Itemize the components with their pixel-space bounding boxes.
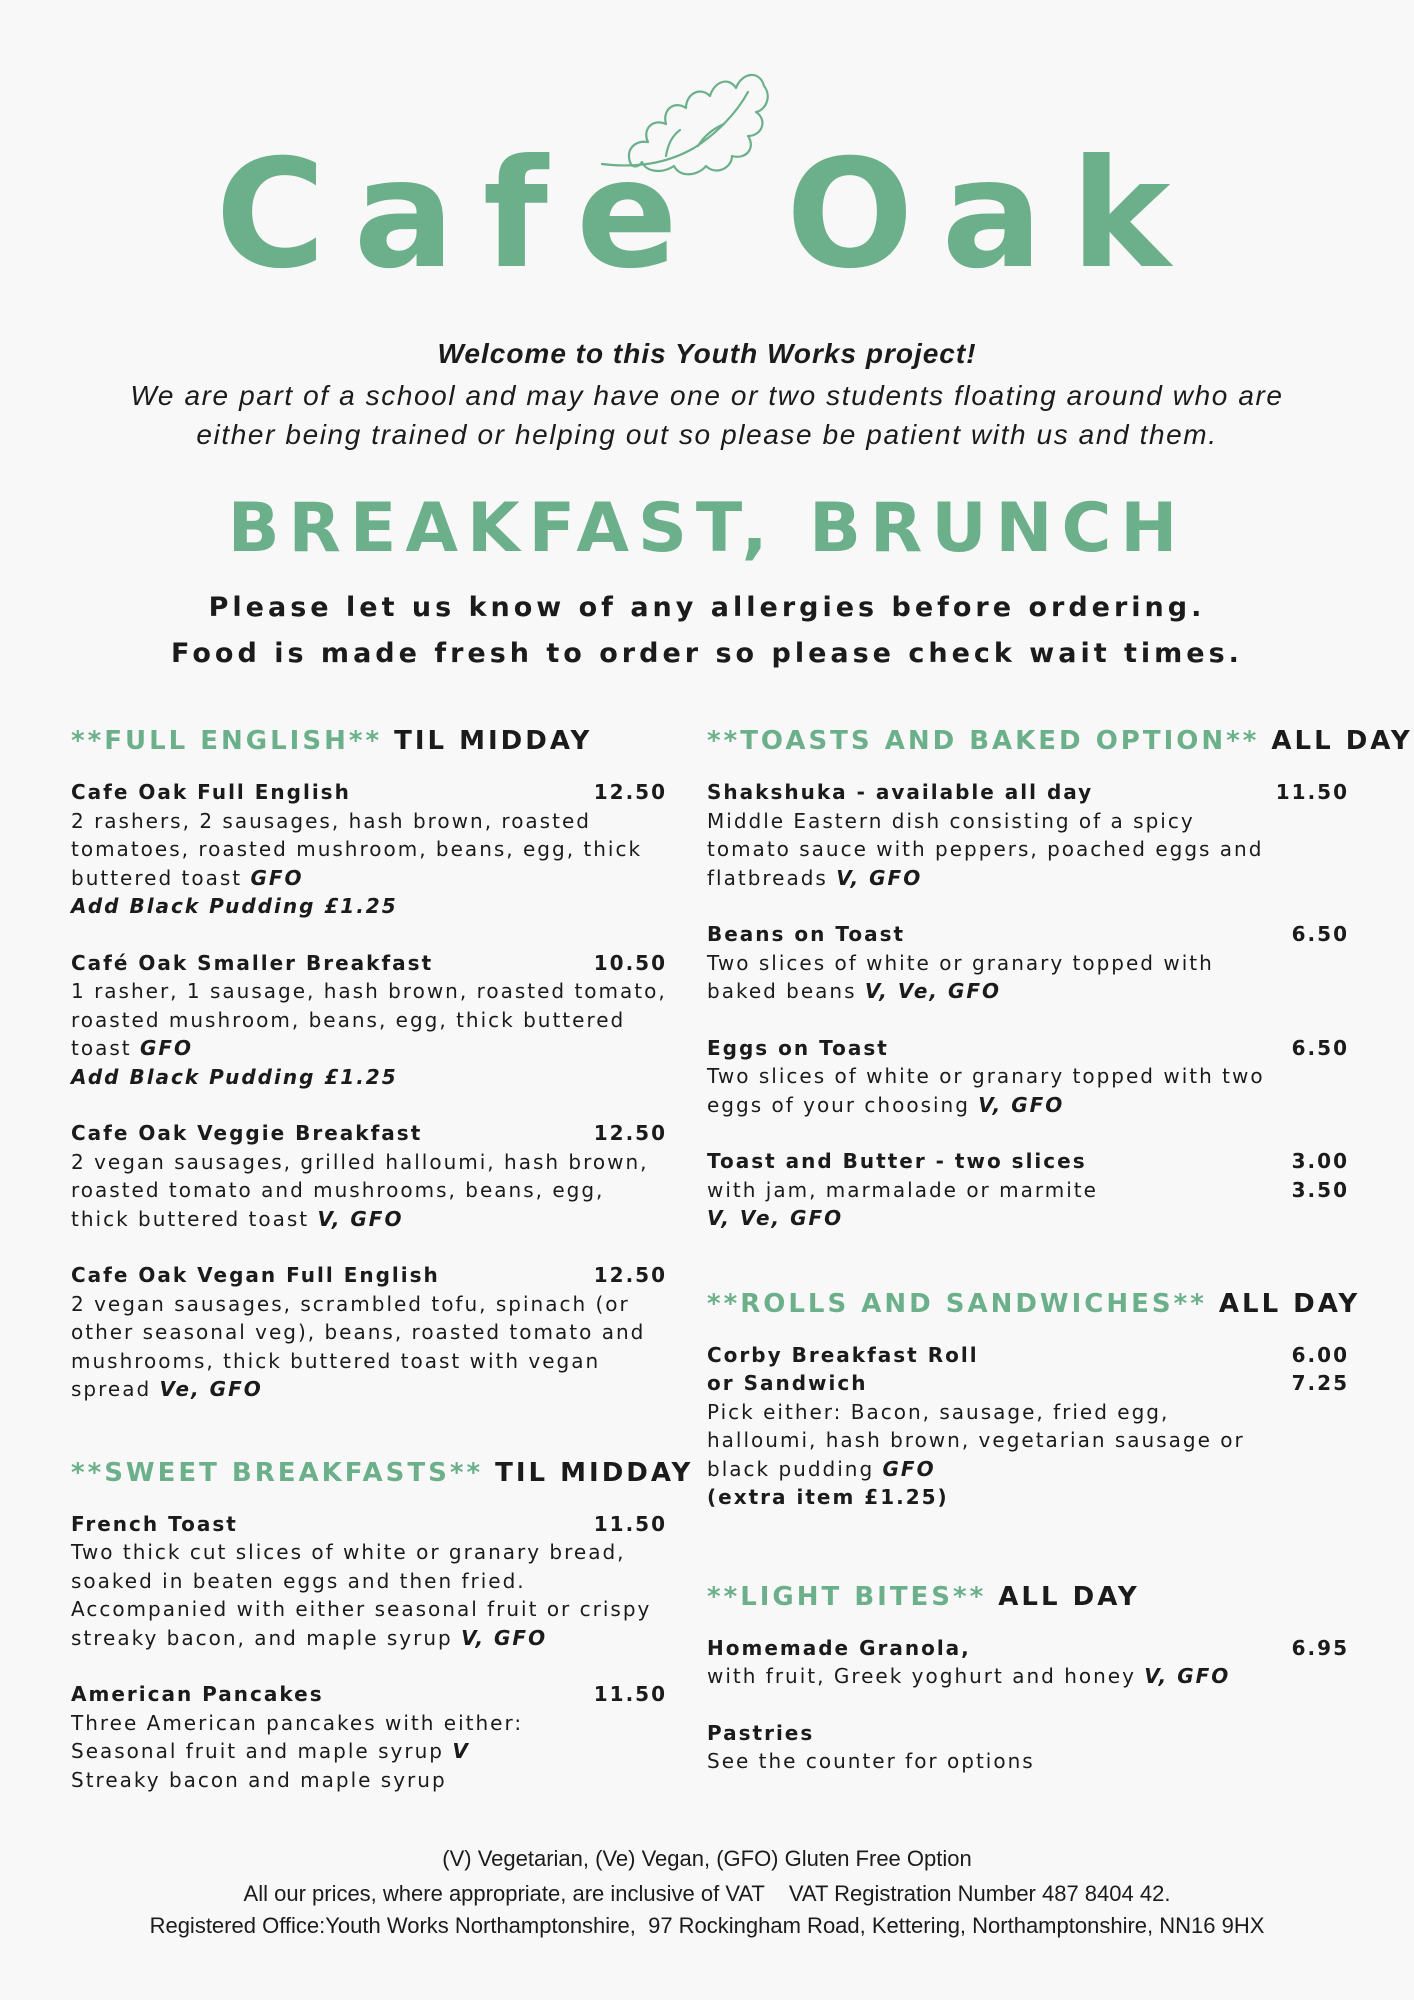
right-column <box>707 726 1413 1804</box>
section-heading-toasts: **TOASTS AND BAKED OPTION** ALL DAY <box>707 726 1413 756</box>
item-price: 6.00 <box>1291 1342 1349 1367</box>
menu-item <box>71 949 667 1092</box>
menu-item <box>71 1261 667 1404</box>
dietary-key: (V) Vegetarian, (Ve) Vegan, (GFO) Gluten Free Option <box>442 1846 972 1871</box>
item-description: See the counter for options <box>707 1749 1035 1773</box>
item-name: Cafe Oak Veggie Breakfast <box>71 1121 423 1145</box>
item-name: Cafe Oak Full English <box>71 780 351 804</box>
item-option: Seasonal fruit and maple syrup V <box>71 1739 470 1763</box>
item-name: Shakshuka - available all day <box>707 780 1094 804</box>
section-heading-light-bites: **LIGHT BITES** ALL DAY <box>707 1581 1140 1612</box>
item-description: Two slices of white or granary topped with two eggs of your choosing V, GFO <box>707 1064 1265 1117</box>
item-name: Pastries <box>707 1720 815 1745</box>
item-extra: Add Black Pudding £1.25 <box>71 1064 398 1089</box>
item-description: Middle Eastern dish consisting of a spicy tomato sauce with peppers, poached eggs and flatbreads V, GFO <box>707 808 1264 890</box>
item-price: 12.50 <box>593 1121 667 1145</box>
cafe-title: Cafe Oak <box>215 128 1199 302</box>
welcome-headline: Welcome to this Youth Works project! <box>437 338 977 369</box>
item-name: Corby Breakfast Roll <box>707 1342 979 1367</box>
item-price: 3.00 <box>1291 1149 1349 1173</box>
menu-item <box>707 1034 1349 1120</box>
item-name: Eggs on Toast <box>707 1035 889 1060</box>
menu-title: BREAKFAST, BRUNCH <box>227 489 1187 568</box>
item-price: 12.50 <box>593 780 667 804</box>
menu-item <box>707 920 1349 1006</box>
item-name: Homemade Granola, <box>707 1635 971 1660</box>
item-option: Streaky bacon and maple syrup <box>71 1767 447 1792</box>
item-description: with jam, marmalade or marmite <box>707 1177 1098 1202</box>
vat-notice: All our prices, where appropriate, are inclusive of VAT VAT Registration Number 487 8404 42. <box>243 1881 1171 1906</box>
item-price: 6.50 <box>1291 1035 1349 1060</box>
item-name: American Pancakes <box>71 1682 324 1706</box>
section-heading-full-english: **FULL ENGLISH** TIL MIDDAY <box>71 726 593 756</box>
item-price: 6.95 <box>1291 1635 1349 1660</box>
item-price-secondary: 7.25 <box>1291 1371 1349 1395</box>
item-description: Two thick cut slices of white or granary bread, soaked in beaten eggs and then fried. Accompanied with either seasonal fruit or crispy streaky bacon, and maple syrup V, GFO <box>71 1540 652 1650</box>
allergy-notice: Please let us know of any allergies before ordering. <box>208 592 1206 623</box>
item-name: Beans on Toast <box>707 922 906 946</box>
intro-line-1: We are part of a school and may have one or two students floating around who are <box>130 380 1284 411</box>
section-heading-rolls: **ROLLS AND SANDWICHES** ALL DAY <box>707 1288 1361 1319</box>
menu-item <box>707 778 1349 892</box>
intro-line-2: either being trained or helping out so please be patient with us and them. <box>196 419 1218 450</box>
item-description: with fruit, Greek yoghurt and honey V, GFO <box>707 1664 1231 1688</box>
menu-item <box>707 1719 1349 1776</box>
registered-office: Registered Office:Youth Works Northamptonshire, 97 Rockingham Road, Kettering, Northamptonshire, NN16 9HX <box>149 1913 1265 1938</box>
item-description: Three American pancakes with either: <box>71 1710 524 1735</box>
item-extra: Add Black Pudding £1.25 <box>71 894 398 918</box>
item-price: 11.50 <box>1275 780 1349 804</box>
item-price: 11.50 <box>593 1682 667 1706</box>
menu-item <box>71 1680 667 1794</box>
item-name: Cafe Oak Vegan Full English <box>71 1263 440 1287</box>
menu-item <box>71 778 667 921</box>
menu-item <box>707 1147 1349 1233</box>
item-extra: (extra item £1.25) <box>707 1485 949 1509</box>
item-description: 2 vegan sausages, scrambled tofu, spinach (or other seasonal veg), beans, roasted tomato and mushrooms, thick buttered toast with vegan spread Ve, GFO <box>71 1291 646 1401</box>
item-description: 1 rasher, 1 sausage, hash brown, roasted tomato, roasted mushroom, beans, egg, thick buttered toast GFO <box>71 979 667 1060</box>
item-description: 2 rashers, 2 sausages, hash brown, roasted tomatoes, roasted mushroom, beans, egg, thick buttered toast GFO <box>71 808 643 890</box>
item-description: Two slices of white or granary topped with baked beans V, Ve, GFO <box>707 950 1214 1003</box>
item-name: Toast and Butter - two slices <box>707 1149 1087 1173</box>
menu-item <box>71 1119 667 1233</box>
item-price: 12.50 <box>593 1263 667 1287</box>
item-price: 11.50 <box>593 1511 667 1536</box>
item-name-secondary: or Sandwich <box>707 1371 868 1395</box>
fresh-notice: Food is made fresh to order so please check wait times. <box>171 638 1243 669</box>
item-price: 6.50 <box>1291 922 1349 946</box>
menu-item <box>71 1510 667 1653</box>
item-name: French Toast <box>71 1511 238 1536</box>
item-price-secondary: 3.50 <box>1291 1177 1349 1202</box>
item-description: 2 vegan sausages, grilled halloumi, hash brown, roasted tomato and mushrooms, beans, egg, thick buttered toast V, GFO <box>71 1149 649 1231</box>
left-column <box>71 726 694 1822</box>
section-heading-sweet: **SWEET BREAKFASTS** TIL MIDDAY <box>71 1457 694 1488</box>
menu-item <box>707 1634 1349 1691</box>
item-description: Pick either: Bacon, sausage, fried egg, halloumi, hash brown, vegetarian sausage or black pudding GFO <box>707 1399 1245 1481</box>
item-name: Café Oak Smaller Breakfast <box>71 950 434 975</box>
item-dietary-tags: V, Ve, GFO <box>707 1206 844 1230</box>
item-price: 10.50 <box>593 950 667 975</box>
menu-item <box>707 1341 1349 1512</box>
